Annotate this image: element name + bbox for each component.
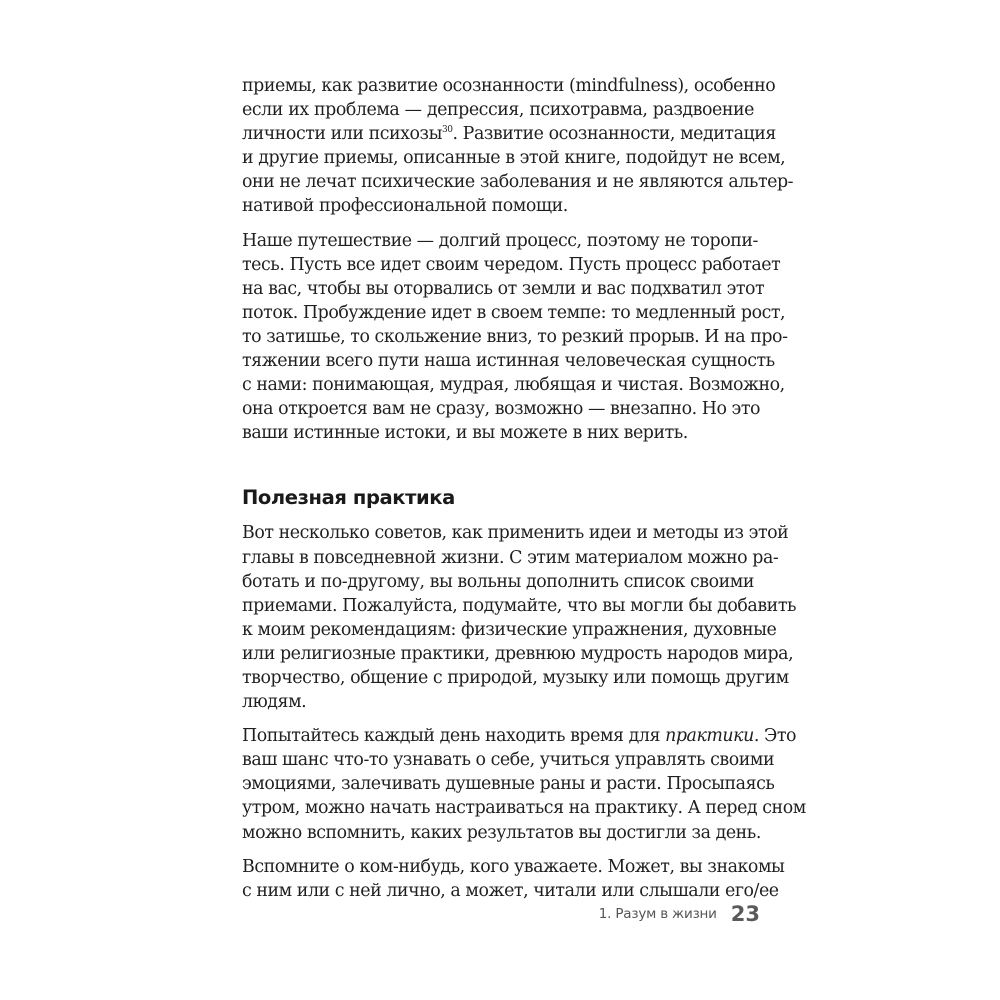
text-line: ботать и по-другому, вы вольны дополнить список своими bbox=[242, 571, 754, 592]
text-line: если их проблема — депрессия, психотравма, раздвоение bbox=[242, 100, 754, 121]
text-line: с нами: понимающая, мудрая, любящая и чистая. Возможно, bbox=[242, 375, 785, 396]
text-line: ваш шанс что-то узнавать о себе, учиться управлять своими bbox=[242, 750, 775, 771]
text-line: она откроется вам не сразу, возможно — внезапно. Но это bbox=[242, 399, 761, 420]
text-run: . Развитие осознанности, медитация bbox=[452, 124, 776, 145]
intro-text bbox=[242, 74, 794, 445]
section-text bbox=[242, 521, 806, 902]
text-line: творчество, общение с природой, музыку или помощь другим bbox=[242, 667, 789, 688]
text-line: они не лечат психические заболевания и не являются альтер- bbox=[242, 172, 794, 193]
footnote-marker: 30 bbox=[441, 125, 453, 136]
text-line bbox=[242, 724, 797, 748]
text-line: то затишье, то скольжение вниз, то резкий прорыв. И на про- bbox=[242, 326, 788, 347]
paragraph bbox=[242, 855, 785, 903]
emphasis: практики bbox=[665, 726, 754, 747]
paragraph bbox=[242, 74, 794, 219]
text-line: на вас, чтобы вы оторвались от земли и вас подхватил этот bbox=[242, 278, 765, 299]
text-run: Попытайтесь каждый день находить время для bbox=[242, 726, 666, 747]
text-line: приемы, как развитие осознанности (mindfulness), особенно bbox=[242, 76, 776, 96]
page-footer bbox=[580, 898, 760, 930]
text-run: личности или психозы bbox=[242, 124, 442, 145]
paragraph bbox=[242, 724, 806, 844]
page-body bbox=[242, 74, 806, 913]
text-line bbox=[242, 122, 776, 146]
text-line: утром, можно начать настраиваться на практику. А перед сном bbox=[242, 798, 806, 819]
text-line: можно вспомнить, каких результатов вы достигли за день. bbox=[242, 822, 761, 843]
text-line: приемами. Пожалуйста, подумайте, что вы могли бы добавить bbox=[242, 595, 797, 616]
paragraph bbox=[242, 229, 788, 446]
section-heading: Полезная практика bbox=[242, 486, 455, 510]
running-head: 1. Разум в жизни bbox=[598, 906, 717, 922]
text-line: к моим рекомендациям: физические упражнения, духовные bbox=[242, 619, 777, 640]
text-line: людям. bbox=[242, 692, 307, 713]
text-line: нативой профессиональной помощи. bbox=[242, 196, 568, 217]
text-line: или религиозные практики, древнюю мудрость народов мира, bbox=[242, 643, 794, 664]
text-line: тесь. Пусть все идет своим чередом. Пусть процесс работает bbox=[242, 254, 781, 275]
paragraph bbox=[242, 521, 797, 714]
text-line: ваши истинные истоки, и вы можете в них верить. bbox=[242, 423, 688, 444]
text-line: с ним или с ней лично, а может, читали или слышали его/ее bbox=[242, 880, 779, 901]
text-run: . Это bbox=[753, 726, 797, 747]
text-line: эмоциями, залечивать душевные раны и расти. Просыпаясь bbox=[242, 774, 775, 795]
text-line: Вот несколько советов, как применить идеи и методы из этой bbox=[242, 523, 789, 544]
text-line: Наше путешествие — долгий процесс, поэтому не торопи- bbox=[242, 230, 758, 251]
text-line: Вспомните о ком-нибудь, кого уважаете. Может, вы знакомы bbox=[242, 856, 785, 877]
text-line: главы в повседневной жизни. С этим материалом можно ра- bbox=[242, 547, 779, 568]
text-line: и другие приемы, описанные в этой книге, подойдут не всем, bbox=[242, 148, 786, 169]
text-line: тяжении всего пути наша истинная человеческая сущность bbox=[242, 351, 775, 372]
page-number: 23 bbox=[730, 902, 760, 926]
text-line: поток. Пробуждение идет в своем темпе: то медленный рост, bbox=[242, 302, 786, 323]
